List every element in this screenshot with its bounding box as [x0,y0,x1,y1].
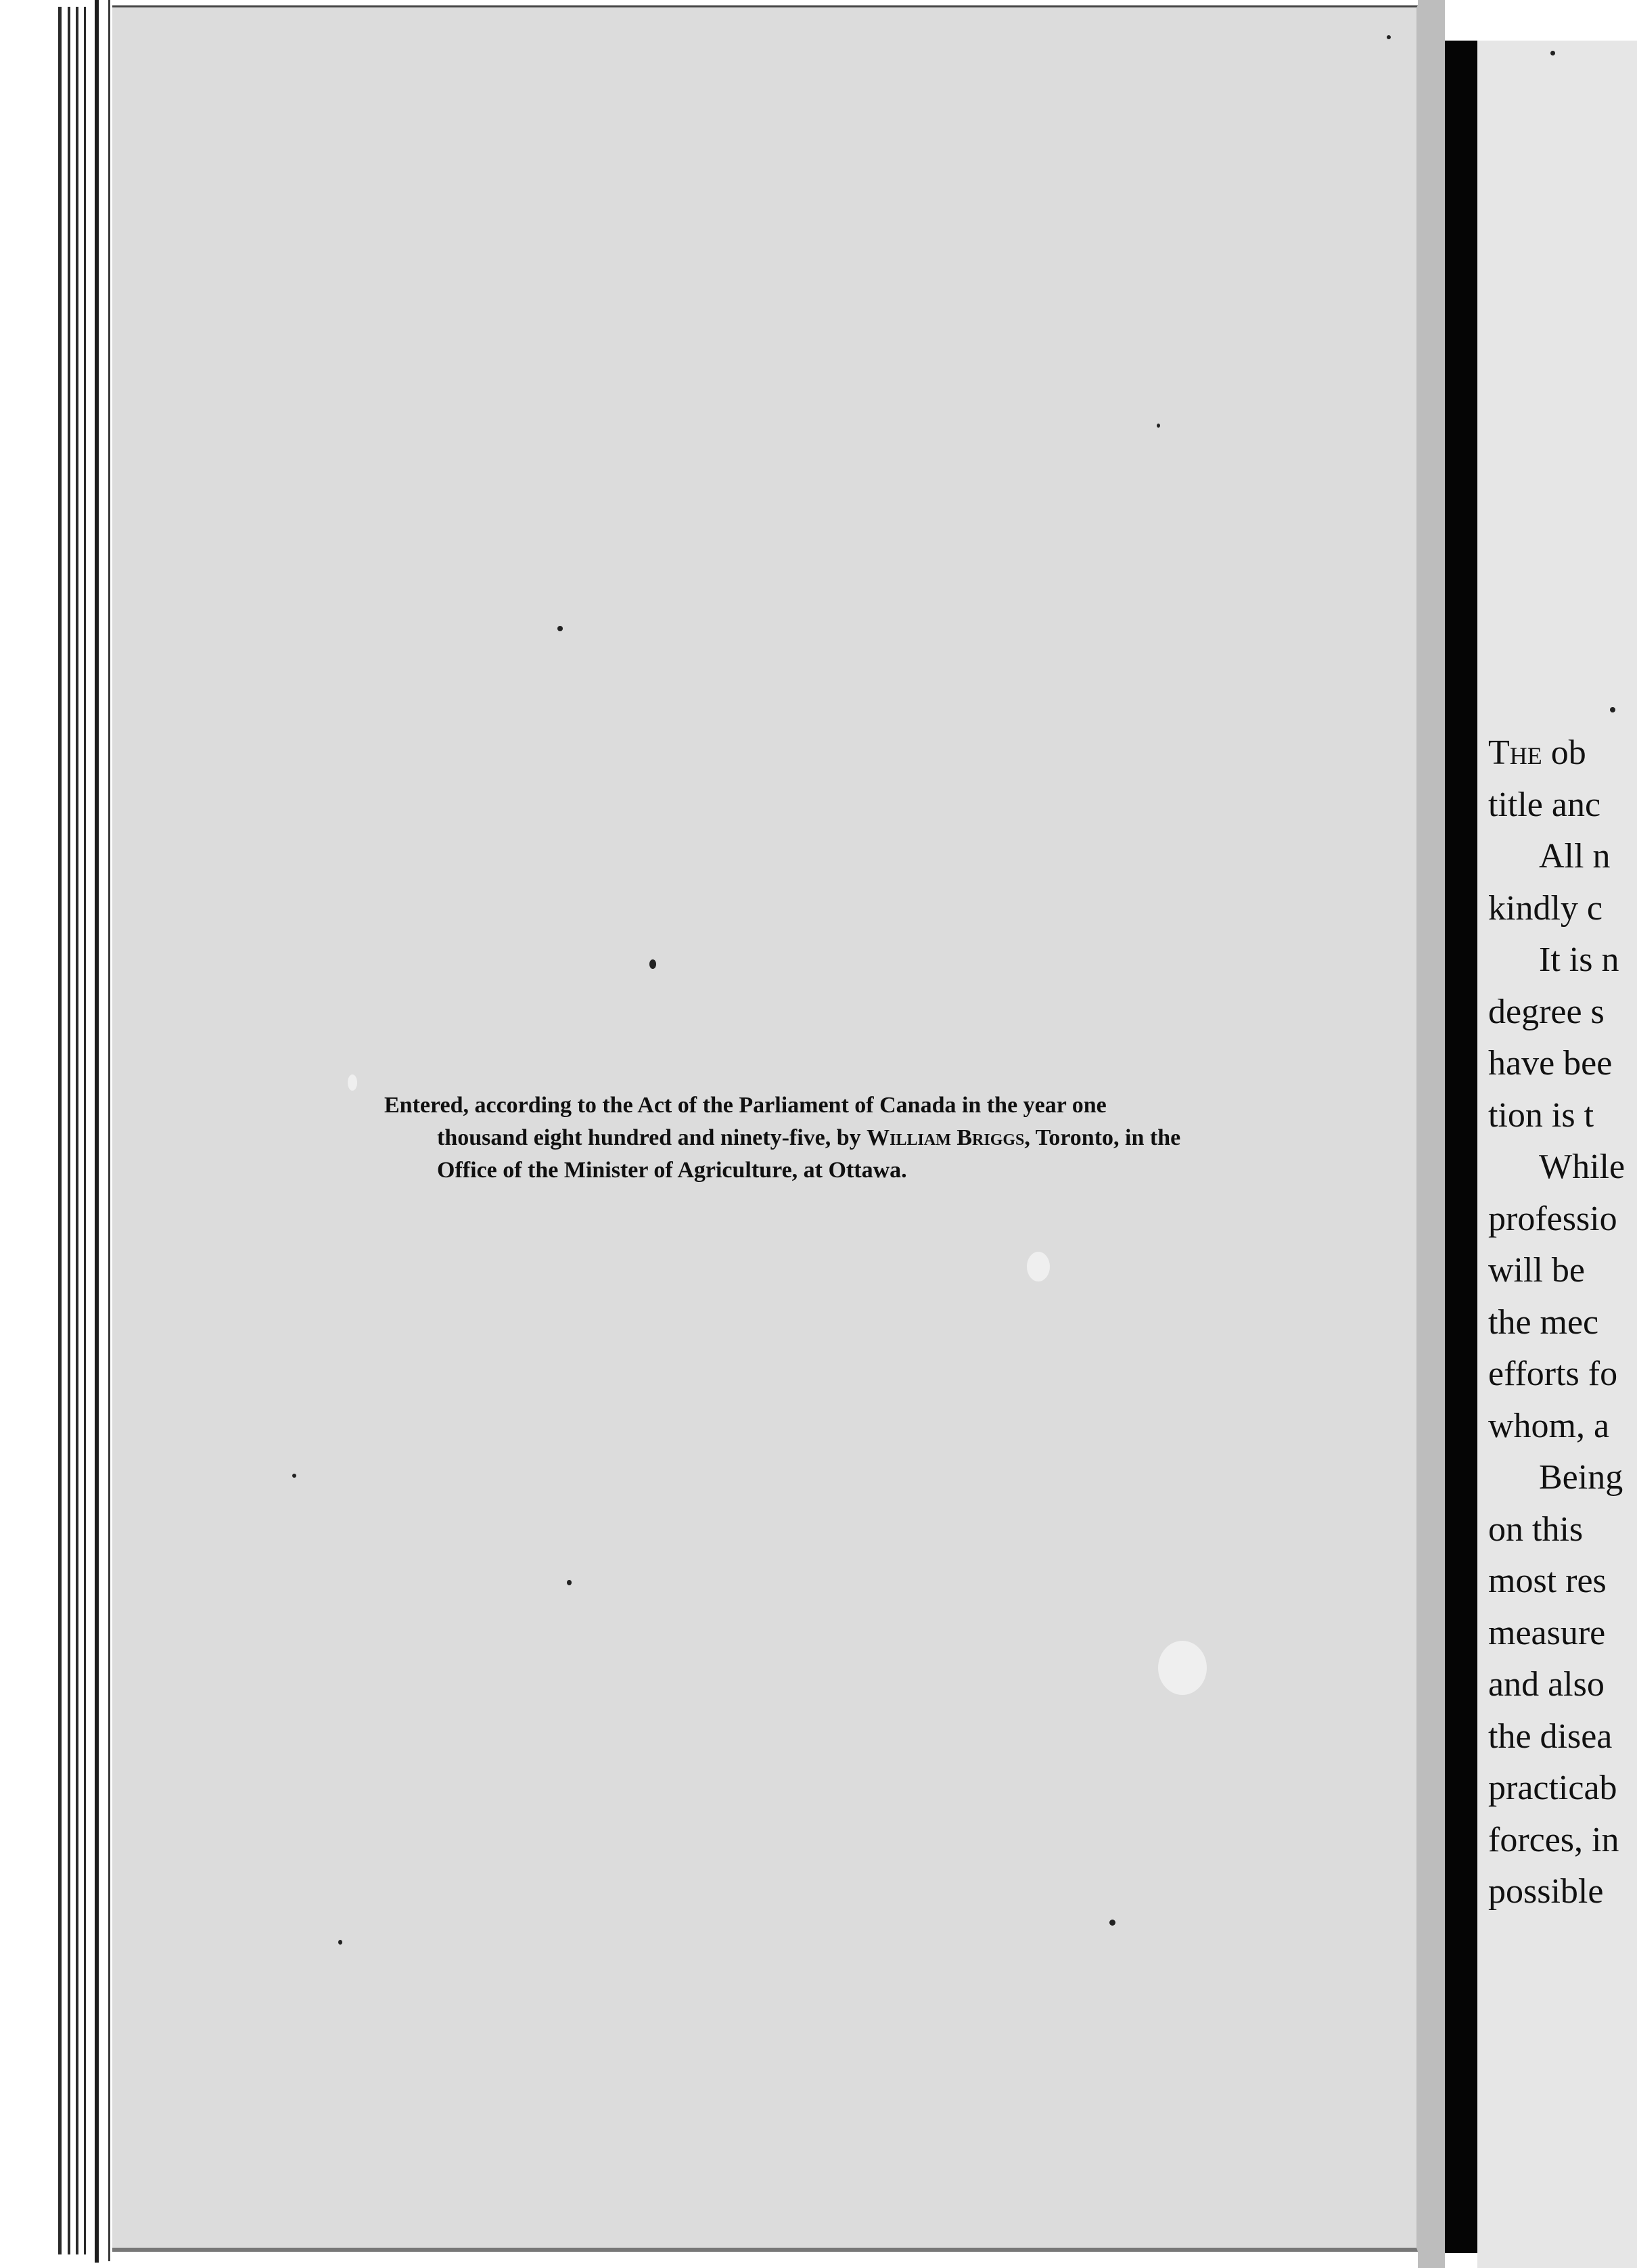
facing-line: tion is t [1488,1095,1594,1135]
page-edge [84,7,86,2254]
copyright-line-2-start: thousand eight hundred and ninety-five, by [437,1125,867,1150]
book-gutter [1445,41,1477,2253]
speck [1610,707,1615,712]
facing-line: All n [1539,837,1611,876]
facing-line: It is n [1539,940,1619,979]
copyright-line-3: Office of the Minister of Agriculture, at Ottawa. [437,1158,907,1183]
facing-line [1488,727,1637,779]
facing-line: forces, in [1488,1820,1619,1859]
speck [567,1580,572,1585]
paper-blemish [348,1074,357,1091]
facing-line: have bee [1488,1044,1613,1083]
facing-line: whom, a [1488,1406,1610,1445]
facing-line: degree s [1488,992,1605,1031]
speck [292,1474,296,1478]
facing-line: professio [1488,1199,1617,1238]
facing-line: most res [1488,1562,1607,1600]
paper-blemish [1158,1641,1207,1695]
speck [1157,424,1160,428]
speck [1387,35,1391,39]
gutter-shadow [1418,0,1445,2268]
facing-line: Being [1539,1458,1623,1497]
copyright-notice [384,1089,1379,1187]
paper-blemish [1027,1252,1050,1282]
facing-line: will be [1488,1251,1585,1290]
facing-line-lead: The [1488,733,1542,772]
facing-page-text [1488,727,1637,1918]
facing-line: measure [1488,1613,1606,1652]
facing-line-rest: ob [1542,733,1586,772]
speck [338,1940,342,1945]
page-edge [68,7,70,2254]
copyright-line-2 [384,1122,1379,1154]
speck [1550,51,1555,55]
publisher-name: William Briggs [867,1125,1025,1150]
facing-line: efforts fo [1488,1355,1618,1393]
copyright-line-2-end: , Toronto, in the [1024,1125,1181,1150]
copyright-line-1: Entered, according to the Act of the Parliament of Canada in the year one [384,1093,1107,1118]
speck [557,626,563,631]
facing-line: kindly c [1488,888,1603,928]
page-edge [76,7,78,2254]
page-edge [58,7,62,2254]
facing-line: possible [1488,1872,1604,1911]
facing-line: on this [1488,1510,1584,1549]
facing-line: While [1539,1148,1626,1186]
facing-line: title anc [1488,785,1601,824]
speck [1109,1920,1115,1926]
facing-line: the mec [1488,1302,1599,1342]
facing-line: the disea [1488,1717,1613,1756]
facing-line: and also [1488,1665,1605,1704]
facing-line: practicab [1488,1769,1617,1807]
page-edge [95,0,99,2263]
page-edge [108,0,110,2261]
speck [649,959,656,969]
